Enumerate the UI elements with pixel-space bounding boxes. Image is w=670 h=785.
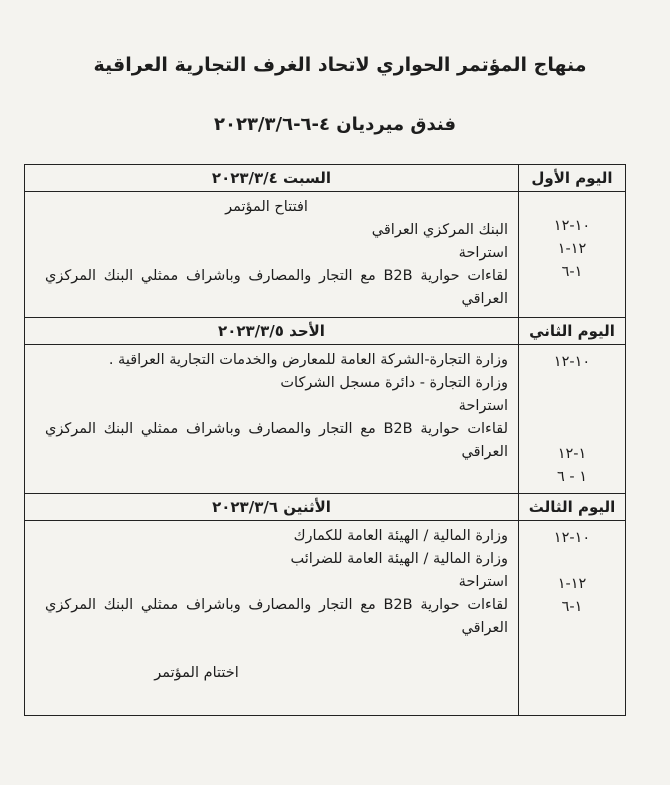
day3-header-row: [25, 494, 626, 521]
day1-label: اليوم الأول: [519, 165, 626, 192]
day2-time-2: ١-١٢: [557, 446, 587, 462]
day1-time-3: ١-٦: [561, 264, 583, 280]
day3-label: اليوم الثالث: [519, 494, 626, 521]
day1-time-1: ١٠-١٢: [553, 218, 591, 234]
day2-item-3: استراحة: [458, 398, 508, 414]
day3-time-2: ١٢-١: [557, 576, 587, 592]
day2-time-1: ١٠-١٢: [553, 354, 591, 370]
day3-time-3: ١-٦: [561, 599, 583, 615]
day3-sessions-row: [25, 521, 626, 716]
day2-sessions-row: [25, 345, 626, 494]
day3-date: الأثنين ٢٠٢٣/٣/٦: [25, 494, 519, 521]
day2-item-1: وزارة التجارة-الشركة العامة للمعارض والخدمات التجارية العراقية .: [108, 352, 508, 368]
day2-times: [519, 345, 626, 494]
day3-closing: اختتام المؤتمر: [154, 665, 239, 681]
day2-date: الأحد ٢٠٢٣/٣/٥: [25, 318, 519, 345]
day3-item-3: استراحة: [458, 574, 508, 590]
day3-time-1: ١٠-١٢: [553, 530, 591, 546]
day1-sessions-row: [25, 192, 626, 318]
day3-items: [25, 521, 519, 716]
day3-item-4: لقاءات حوارية B2B مع التجار والمصارف وباشراف ممثلي البنك المركزي العراقي: [45, 597, 508, 636]
day3-times: [519, 521, 626, 716]
day3-item-2: وزارة المالية / الهيئة العامة للضرائب: [290, 551, 508, 567]
day3-item-1: وزارة المالية / الهيئة العامة للكمارك: [293, 528, 508, 544]
day1-item-1: البنك المركزي العراقي: [371, 222, 508, 238]
day2-item-2: وزارة التجارة - دائرة مسجل الشركات: [280, 375, 508, 391]
day1-opening: افتتاح المؤتمر: [225, 199, 308, 215]
day1-date: السبت ٢٠٢٣/٣/٤: [25, 165, 519, 192]
day1-header-row: [25, 165, 626, 192]
day2-header-row: [25, 318, 626, 345]
page-title: منهاج المؤتمر الحواري لاتحاد الغرف التجارية العراقية: [93, 54, 587, 76]
day1-item-2: استراحة: [458, 245, 508, 261]
day1-item-3: لقاءات حوارية B2B مع التجار والمصارف وباشراف ممثلي البنك المركزي العراقي: [45, 268, 508, 307]
day2-item-4: لقاءات حوارية B2B مع التجار والمصارف وباشراف ممثلي البنك المركزي العراقي: [45, 421, 508, 460]
day2-label: اليوم الثاني: [519, 318, 626, 345]
day1-times: [519, 192, 626, 318]
day2-items: [25, 345, 519, 494]
day2-time-3: ١ - ٦: [556, 469, 588, 485]
day1-time-2: ١٢-١: [557, 241, 587, 257]
venue-date-subtitle: فندق ميرديان ٤-٦-٢٠٢٣/٣/٦: [213, 114, 456, 135]
agenda-table: [24, 164, 626, 716]
day1-items: [25, 192, 519, 318]
